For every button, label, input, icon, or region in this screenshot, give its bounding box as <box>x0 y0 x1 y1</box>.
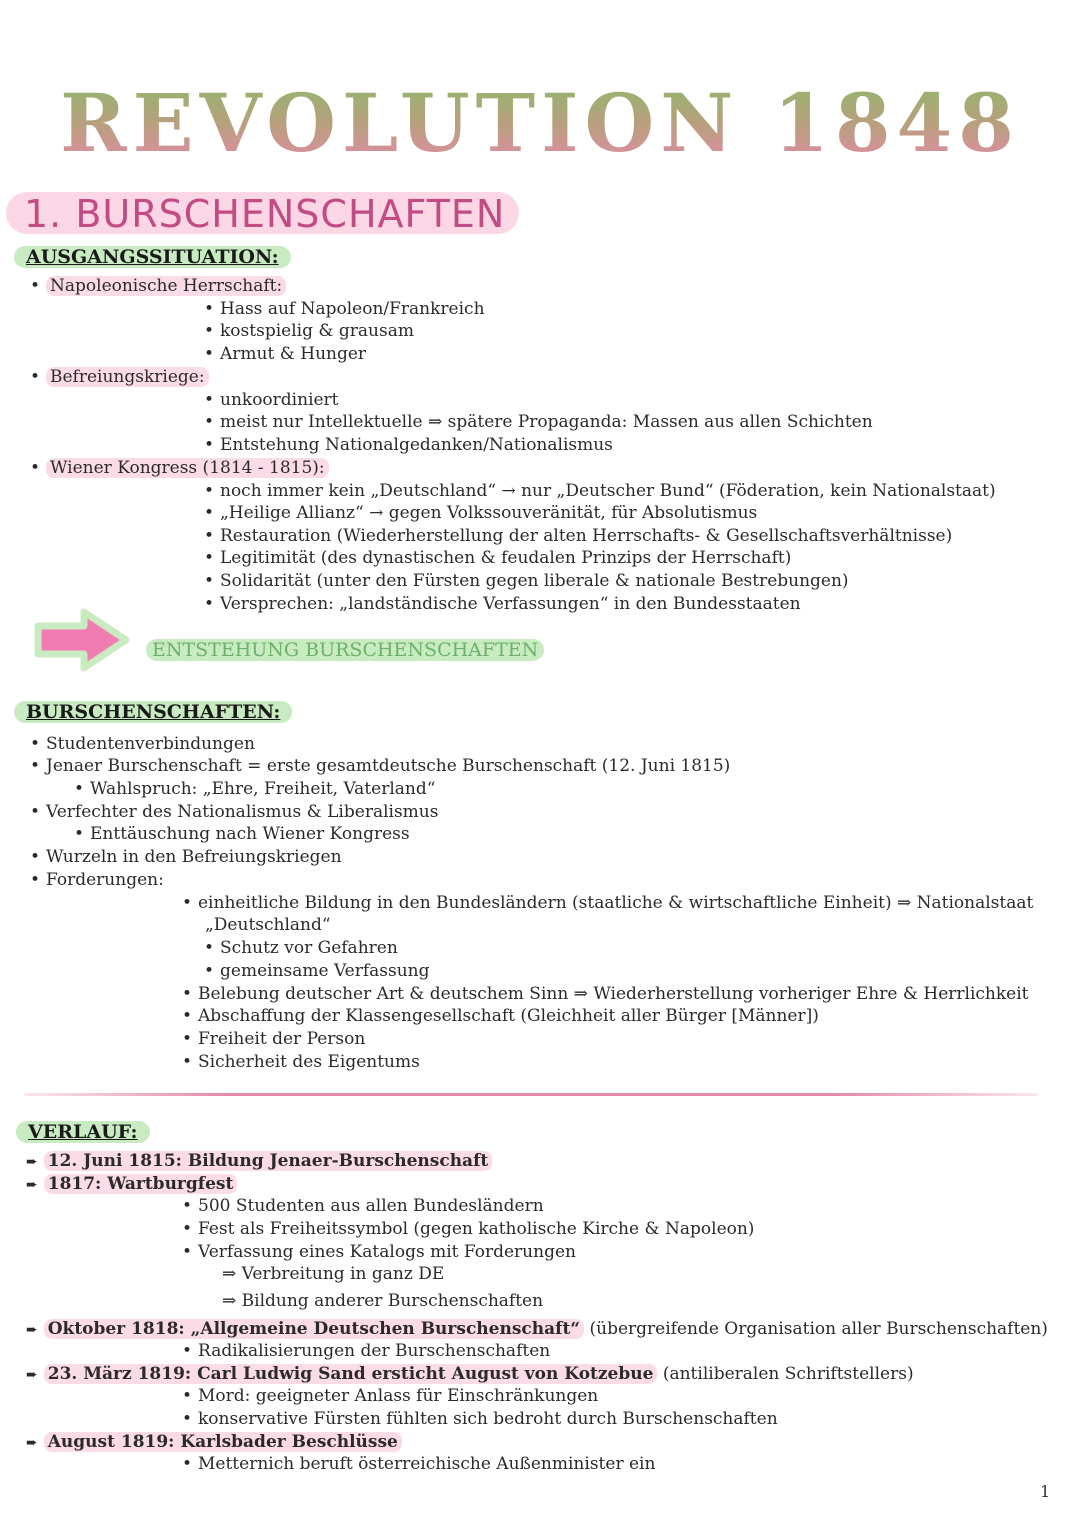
list-item: • Armut & Hunger <box>220 343 366 365</box>
arrow-icon: ➨ <box>26 1435 38 1451</box>
list-item: • Befreiungskriege: <box>46 366 209 388</box>
entstehung-label: ENTSTEHUNG BURSCHENSCHAFTEN <box>146 638 544 662</box>
list-item: • Wurzeln in den Befreiungskriegen <box>46 846 342 868</box>
arrow-right-icon <box>32 608 132 672</box>
list-item: • Solidarität (unter den Fürsten gegen liberale & nationale Bestrebungen) <box>220 570 849 592</box>
burschenschaften-label: BURSCHENSCHAFTEN: <box>14 700 292 724</box>
divider <box>24 1093 1038 1096</box>
list-item: • Schutz vor Gefahren <box>220 937 398 959</box>
list-item: • Freiheit der Person <box>198 1028 365 1050</box>
list-item: • Belebung deutscher Art & deutschem Sinn ⇒ Wiederherstellung vorheriger Ehre & Herrlichkeit <box>198 983 1029 1005</box>
list-item: • Enttäuschung nach Wiener Kongress <box>90 823 410 845</box>
list-item: • Restauration (Wiederherstellung der alten Herrschafts- & Gesellschaftsverhältnisse) <box>220 525 952 547</box>
list-item: • Versprechen: „landständische Verfassungen“ in den Bundesstaaten <box>220 593 801 615</box>
timeline-entry: ➨ 23. März 1819: Carl Ludwig Sand ersticht August von Kotzebue (antiliberalen Schriftstellers) <box>26 1364 914 1384</box>
timeline-entry: ➨ Oktober 1818: „Allgemeine Deutschen Burschenschaft“ (übergreifende Organisation aller Burschenschaften) <box>26 1319 1048 1339</box>
list-item: • einheitliche Bildung in den Bundesländern (staatliche & wirtschaftliche Einheit) ⇒ Nationalstaat <box>198 892 1033 914</box>
list-item: • Legitimität (des dynastischen & feudalen Prinzips der Herrschaft) <box>220 547 791 569</box>
list-item: ⇒ Verbreitung in ganz DE <box>222 1264 445 1284</box>
page-title: REVOLUTION 1848 <box>0 78 1080 168</box>
list-item: • Mord: geeigneter Anlass für Einschränkungen <box>198 1385 598 1407</box>
timeline-entry: ➨ August 1819: Karlsbader Beschlüsse <box>26 1431 402 1454</box>
list-item: • Forderungen: <box>46 869 164 891</box>
list-item: • kostspielig & grausam <box>220 320 414 342</box>
list-item: • Verfechter des Nationalismus & Liberalismus <box>46 801 438 823</box>
list-item: • konservative Fürsten fühlten sich bedroht durch Burschenschaften <box>198 1408 778 1430</box>
list-item: • Sicherheit des Eigentums <box>198 1051 420 1073</box>
page-number: 1 <box>1040 1482 1051 1501</box>
list-item: • Verfassung eines Katalogs mit Forderungen <box>198 1241 576 1263</box>
arrow-icon: ➨ <box>26 1367 38 1383</box>
arrow-icon: ➨ <box>26 1177 38 1193</box>
list-item: • Jenaer Burschenschaft = erste gesamtdeutsche Burschenschaft (12. Juni 1815) <box>46 755 730 777</box>
timeline-entry: ➨ 1817: Wartburgfest <box>26 1173 237 1196</box>
list-item: • Radikalisierungen der Burschenschaften <box>198 1340 550 1362</box>
arrow-icon: ➨ <box>26 1154 38 1170</box>
timeline-entry: ➨ 12. Juni 1815: Bildung Jenaer-Burschenschaft <box>26 1150 492 1173</box>
section-heading: 1. BURSCHENSCHAFTEN <box>6 192 519 234</box>
list-item-continuation: „Deutschland“ <box>205 915 331 935</box>
list-item: • Napoleonische Herrschaft: <box>46 275 286 297</box>
arrow-icon: ➨ <box>26 1322 38 1338</box>
list-item: • meist nur Intellektuelle ⇒ spätere Propaganda: Massen aus allen Schichten <box>220 411 873 433</box>
list-item: • Studentenverbindungen <box>46 733 255 755</box>
list-item: • Wiener Kongress (1814 - 1815): <box>46 457 329 479</box>
list-item: • noch immer kein „Deutschland“ → nur „Deutscher Bund“ (Föderation, kein Nationalstaat) <box>220 480 996 502</box>
list-item: • „Heilige Allianz“ → gegen Volkssouveränität, für Absolutismus <box>220 502 757 524</box>
list-item: ⇒ Bildung anderer Burschenschaften <box>222 1291 544 1311</box>
ausgangssituation-label: AUSGANGSSITUATION: <box>14 245 291 269</box>
list-item: • unkoordiniert <box>220 389 339 411</box>
list-item: • Hass auf Napoleon/Frankreich <box>220 298 485 320</box>
list-item: • Abschaffung der Klassengesellschaft (Gleichheit aller Bürger [Männer]) <box>198 1005 819 1027</box>
list-item: • Wahlspruch: „Ehre, Freiheit, Vaterland“ <box>90 778 435 800</box>
list-item: • gemeinsame Verfassung <box>220 960 430 982</box>
list-item: • Entstehung Nationalgedanken/Nationalismus <box>220 434 613 456</box>
list-item: • Metternich beruft österreichische Außenminister ein <box>198 1453 655 1475</box>
verlauf-label: VERLAUF: <box>16 1120 150 1144</box>
list-item: • 500 Studenten aus allen Bundesländern <box>198 1195 544 1217</box>
list-item: • Fest als Freiheitssymbol (gegen katholische Kirche & Napoleon) <box>198 1218 754 1240</box>
